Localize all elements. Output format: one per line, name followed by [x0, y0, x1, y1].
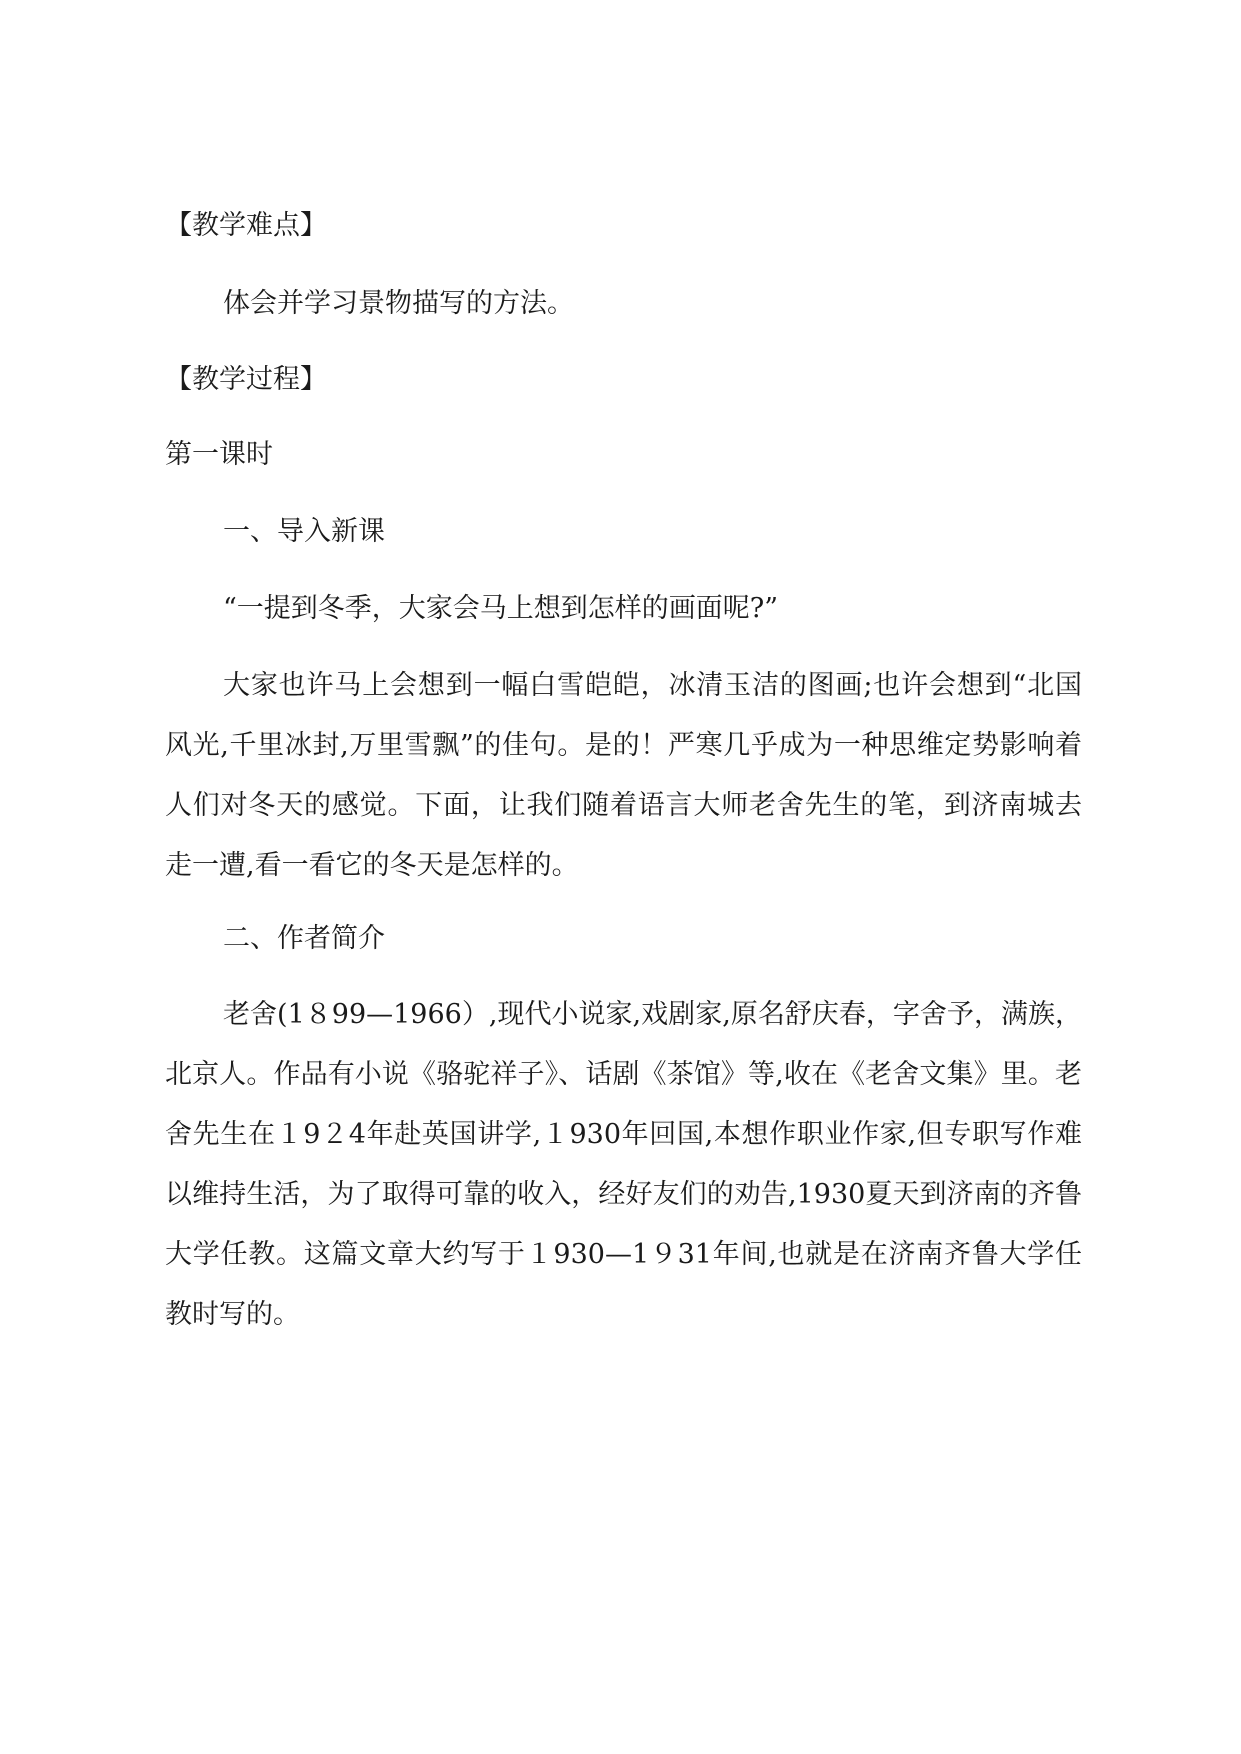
part2-heading: 二、作者简介	[223, 923, 385, 954]
difficulty-heading: 【教学难点】	[165, 210, 327, 241]
lesson-label: 第一课时	[165, 439, 273, 470]
part1-quote: “一提到冬季，大家会马上想到怎样的画面呢?”	[223, 593, 779, 624]
process-heading: 【教学过程】	[165, 364, 327, 395]
part2-paragraph: 老舍(1８99—1966）,现代小说家,戏剧家,原名舒庆春，字舍予，满族，北京人。作品有小说《骆驼祥子》、话剧《茶馆》等,收在《老舍文集》里。老舍先生在１9２4年赴英国讲学,１930年回国,本想作职业作家,但专职写作难以维持生活，为了取得可靠的收入，经好友们的劝告,1930夏天到济南的齐鲁大学任教。这篇文章大约写于１930—1９31年间,也就是在济南齐鲁大学任教时写的。	[165, 999, 1082, 1330]
difficulty-text: 体会并学习景物描写的方法。	[223, 288, 574, 319]
part1-paragraph: 大家也许马上会想到一幅白雪皑皑，冰清玉洁的图画;也许会想到“北国风光,千里冰封,万里雪飘”的佳句。是的！严寒几乎成为一种思维定势影响着人们对冬天的感觉。下面，让我们随着语言大师老舍先生的笔，到济南城去走一遭,看一看它的冬天是怎样的。	[165, 670, 1082, 881]
part1-heading: 一、导入新课	[223, 516, 385, 547]
